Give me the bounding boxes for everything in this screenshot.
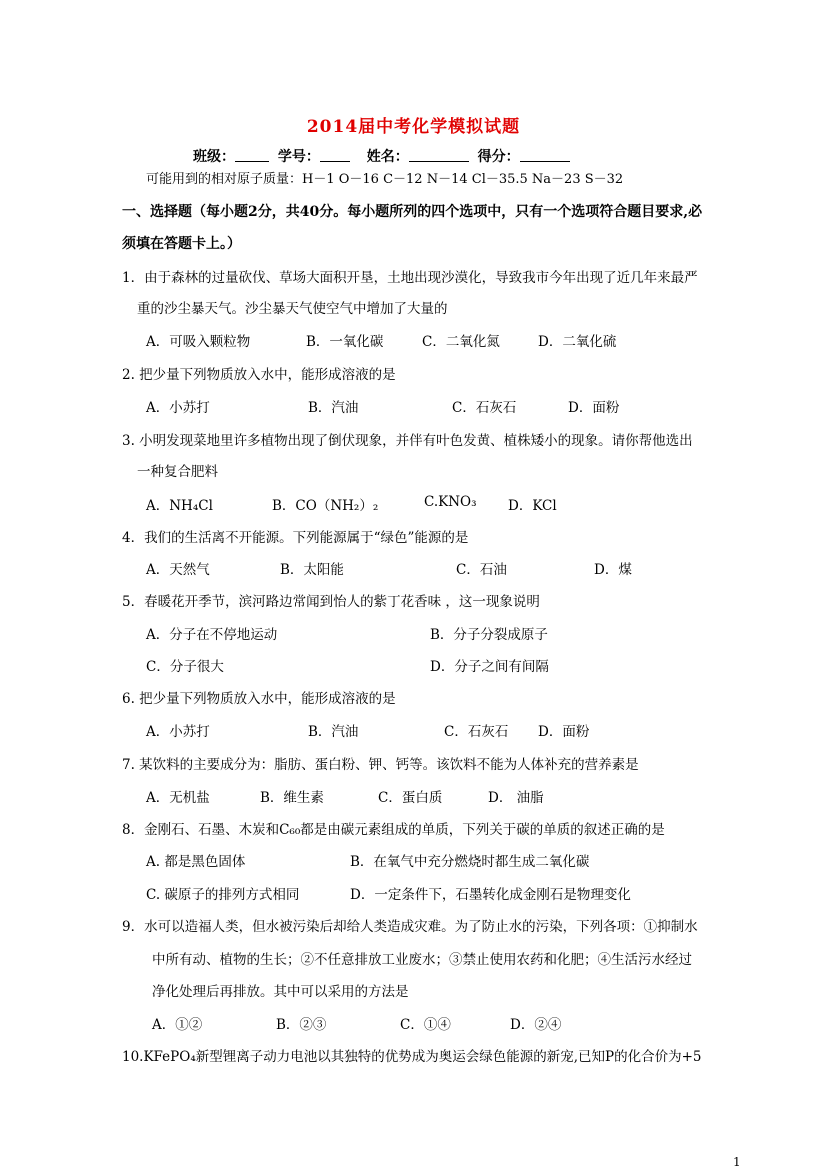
student-info-row [193, 146, 574, 166]
option[interactable]: A．天然气 [146, 562, 210, 578]
section-heading-line1: 一、选择题（每小题2分，共40分。每小题所列的四个选项中，只有一个选项符合题目要求,必 [122, 204, 703, 220]
option[interactable]: B．太阳能 [280, 562, 344, 578]
option[interactable]: A. 都是黑色固体 [146, 854, 246, 870]
option[interactable]: D．二氧化硫 [538, 334, 617, 350]
question-6-line1: 6. 把少量下列物质放入水中，能形成溶液的是 [122, 691, 396, 707]
option[interactable]: C.KNO₃ [424, 494, 477, 510]
option[interactable]: A．小苏打 [146, 400, 210, 416]
option[interactable]: C．石灰石 [452, 400, 517, 416]
question-9-line3: 净化处理后再排放。其中可以采用的方法是 [152, 984, 409, 1000]
name-blank[interactable] [409, 149, 469, 162]
option[interactable]: B．一氧化碳 [306, 334, 384, 350]
score-label: 得分： [477, 149, 520, 165]
exam-title: 2014届中考化学模拟试题 [306, 117, 521, 137]
option[interactable]: C. 碳原子的排列方式相同 [146, 887, 300, 903]
option[interactable]: D．面粉 [538, 724, 590, 740]
option[interactable]: A．①② [152, 1017, 203, 1033]
option[interactable]: B．CO（NH₂）₂ [272, 498, 379, 514]
option[interactable]: D．面粉 [568, 400, 620, 416]
question-4-line1: 4．我们的生活离不开能源。下列能源属于“绿色”能源的是 [122, 530, 469, 546]
question-7-line1: 7. 某饮料的主要成分为：脂肪、蛋白粉、钾、钙等。该饮料不能为人体补充的营养素是 [122, 757, 639, 773]
option[interactable]: C．石油 [456, 562, 507, 578]
option[interactable]: A．小苏打 [146, 724, 210, 740]
option[interactable]: B．分子分裂成原子 [430, 627, 548, 643]
option[interactable]: B．②③ [276, 1017, 327, 1033]
question-1-line2: 重的沙尘暴天气。沙尘暴天气使空气中增加了大量的 [137, 301, 448, 317]
class-label: 班级： [193, 149, 235, 165]
option[interactable]: A．分子在不停地运动 [146, 627, 278, 643]
option[interactable]: C．石灰石 [444, 724, 509, 740]
option[interactable]: C．蛋白质 [378, 790, 443, 806]
option[interactable]: A．无机盐 [146, 790, 210, 806]
class-blank[interactable] [235, 149, 269, 162]
question-5-line1: 5．春暖花开季节，滨河路边常闻到怡人的紫丁花香味 ，这一现象说明 [122, 594, 540, 610]
option[interactable]: C．二氧化氮 [422, 334, 500, 350]
page-number: 1 [733, 1155, 741, 1169]
option[interactable]: C．①④ [400, 1017, 451, 1033]
option[interactable]: D．一定条件下，石墨转化成金刚石是物理变化 [350, 887, 631, 903]
section-heading-line2: 须填在答题卡上。） [122, 236, 241, 252]
option[interactable]: B．汽油 [308, 724, 359, 740]
option[interactable]: A．可吸入颗粒物 [146, 334, 251, 350]
score-blank[interactable] [520, 149, 570, 162]
option[interactable]: D．分子之间有间隔 [430, 659, 549, 675]
question-2-line1: 2. 把少量下列物质放入水中，能形成溶液的是 [122, 367, 396, 383]
name-label: 姓名： [366, 149, 409, 165]
question-9-line1: 9．水可以造福人类，但水被污染后却给人类造成灾难。为了防止水的污染，下列各项：①抑制水 [122, 919, 698, 935]
option[interactable]: A．NH₄Cl [146, 498, 213, 514]
option[interactable]: C．分子很大 [146, 659, 224, 675]
student-id-blank[interactable] [320, 149, 350, 162]
question-10-line1: 10.KFePO₄新型锂离子动力电池以其独特的优势成为奥运会绿色能源的新宠,已知P的化合价为+5 [122, 1049, 702, 1065]
question-3-line1: 3. 小明发现菜地里许多植物出现了倒伏现象，并伴有叶色发黄、植株矮小的现象。请你帮他选出 [122, 433, 693, 449]
option[interactable]: D． 油脂 [488, 790, 544, 806]
student-id-label: 学号： [277, 149, 320, 165]
option[interactable]: D．KCl [508, 498, 557, 514]
question-8-line1: 8．金刚石、石墨、木炭和C₆₀都是由碳元素组成的单质，下列关于碳的单质的叙述正确的是 [122, 822, 665, 838]
question-3-line2: 一种复合肥料 [137, 464, 218, 480]
option[interactable]: D．煤 [594, 562, 632, 578]
atomic-masses: 可能用到的相对原子质量：H－1 O－16 C－12 N－14 Cl－35.5 Na－23 S－32 [146, 172, 624, 187]
question-1-line1: 1．由于森林的过量砍伐、草场大面积开垦，土地出现沙漠化，导致我市今年出现了近几年来最严 [122, 270, 698, 286]
option[interactable]: B．维生素 [260, 790, 324, 806]
question-9-line2: 中所有动、植物的生长；②不任意排放工业废水；③禁止使用农药和化肥；④生活污水经过 [152, 952, 692, 968]
option[interactable]: D．②④ [510, 1017, 562, 1033]
option[interactable]: B．在氧气中充分燃烧时都生成二氧化碳 [350, 854, 590, 870]
option[interactable]: B．汽油 [308, 400, 359, 416]
